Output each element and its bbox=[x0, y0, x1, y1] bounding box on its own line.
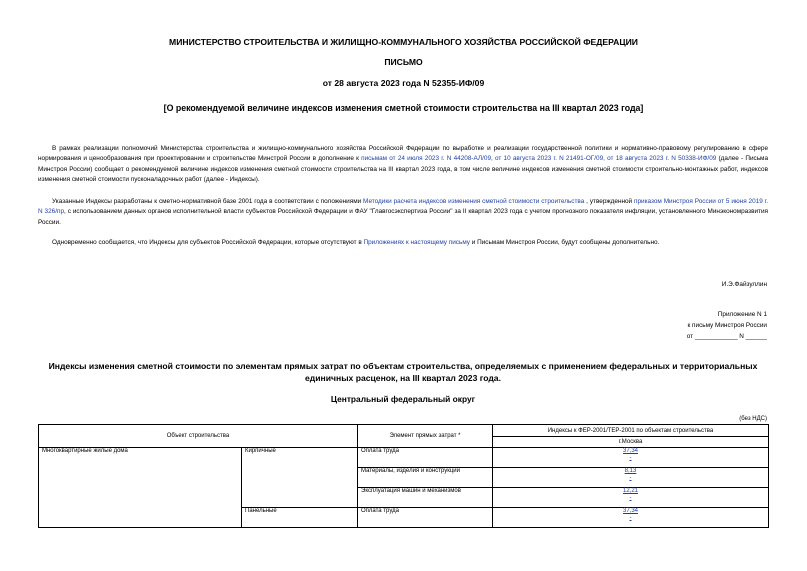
paragraph-1: В рамках реализации полномочий Министерства строительства и жилищно-коммунального хозяйства Российской Федерации по выработке и реализации государственной политики и нормативно-правовому регулированию в сфере нормирования и ценообразования при проектировании и строительстве Минстрой России в дополнение к письмам от 24 июля 2023 г. N 44208-АЛ/09, от 10 августа 2023 г. N 21491-ОГ/09, от 18 августа 2023 г. N 50338-ИФ/09 (далее - Письма Минстроя России) сообщает о рекомендуемой величине индексов изменения сметной стоимости строительства на III квартал 2023 года, в том числе величине индексов изменения сметной стоимости строительно-монтажных работ, индексов изменения сметной стоимости пусконаладочных работ (далее - Индексы). bbox=[38, 145, 769, 184]
header-index: Индексы к ФЕР-2001/ТЕР-2001 по объектам строительства bbox=[493, 425, 769, 437]
object-name: Многоквартирные жилые дома bbox=[39, 448, 242, 528]
document-date: от 28 августа 2023 года N 52355-ИФ/09 bbox=[322, 78, 485, 88]
index-value: 37,34 - bbox=[493, 508, 769, 528]
appendix-number: Приложение N 1 bbox=[717, 311, 767, 318]
link-methodology[interactable]: Методики расчета индексов изменения сметной стоимости строительства bbox=[363, 198, 585, 205]
document-type: ПИСЬМО bbox=[384, 57, 423, 67]
appendix-ref: к письму Минстроя России bbox=[687, 322, 767, 329]
link-appendices[interactable]: Приложениях к настоящему письму bbox=[363, 239, 470, 246]
building-type: Кирпичные bbox=[242, 448, 358, 508]
signature: И.Э.Файзуллин bbox=[721, 281, 767, 288]
link-letters[interactable]: письмам от 24 июля 2023 г. N 44208-АЛ/09, от 10 августа 2023 г. N 21491-ОГ/09, от 18 августа 2023 г. N 50338-ИФ/09 bbox=[361, 155, 717, 163]
element-name: Оплата труда bbox=[358, 448, 493, 468]
table-row bbox=[39, 448, 769, 468]
district-title: Центральный федеральный округ bbox=[330, 394, 476, 404]
table-title: Индексы изменения сметной стоимости по элементам прямых затрат по объектам строительства, определяемых с применением федеральных и территориальных единичных расценок, на III квартал 2023 года. bbox=[48, 361, 758, 383]
document-subject: [О рекомендуемой величине индексов изменения сметной стоимости строительства на III квартал 2023 года] bbox=[163, 103, 644, 113]
header-city: г.Москва bbox=[493, 437, 769, 448]
paragraph-2: Указанные Индексы разработаны к сметно-нормативной базе 2001 года в соответствии с положениями Методики расчета индексов изменения сметной стоимости строительства , утвержденной приказом Минстроя России от 5 июня 2019 г. N 326/пр, с использованием данных органов исполнительной власти субъектов Российской Федерации и ФАУ "Главгосэкспертиза России" за II квартал 2023 года с учетом прогнозного показателя инфляции, установленного Минэкономразвития России. bbox=[38, 198, 769, 226]
header-object: Объект строительства bbox=[39, 425, 358, 448]
building-type: Панельные bbox=[242, 508, 358, 528]
ministry-title: МИНИСТЕРСТВО СТРОИТЕЛЬСТВА И ЖИЛИЩНО-КОММУНАЛЬНОГО ХОЗЯЙСТВА РОССИЙСКОЙ ФЕДЕРАЦИИ bbox=[169, 37, 638, 47]
index-value: 37,34 - bbox=[493, 448, 769, 468]
nds-note: (без НДС) bbox=[739, 416, 767, 422]
element-name: Эксплуатация машин и механизмов bbox=[358, 488, 493, 508]
appendix-date-line: от ____________ N ______ bbox=[686, 333, 767, 340]
paragraph-3: Одновременно сообщается, что Индексы для субъектов Российской Федерации, которые отсутствуют в Приложениях к настоящему письму и Письмам Минстроя России, будут сообщены дополнительно. bbox=[52, 239, 660, 246]
index-value: 8,13 - bbox=[493, 468, 769, 488]
index-value: 12,21 - bbox=[493, 488, 769, 508]
element-name: Материалы, изделия и конструкции bbox=[358, 468, 493, 488]
header-element: Элемент прямых затрат * bbox=[358, 425, 493, 448]
link-order[interactable]: приказом Минстроя России от 5 июня 2019 г. N 326/пр bbox=[38, 198, 768, 216]
element-name: Оплата труда bbox=[358, 508, 493, 528]
index-table bbox=[38, 424, 769, 528]
